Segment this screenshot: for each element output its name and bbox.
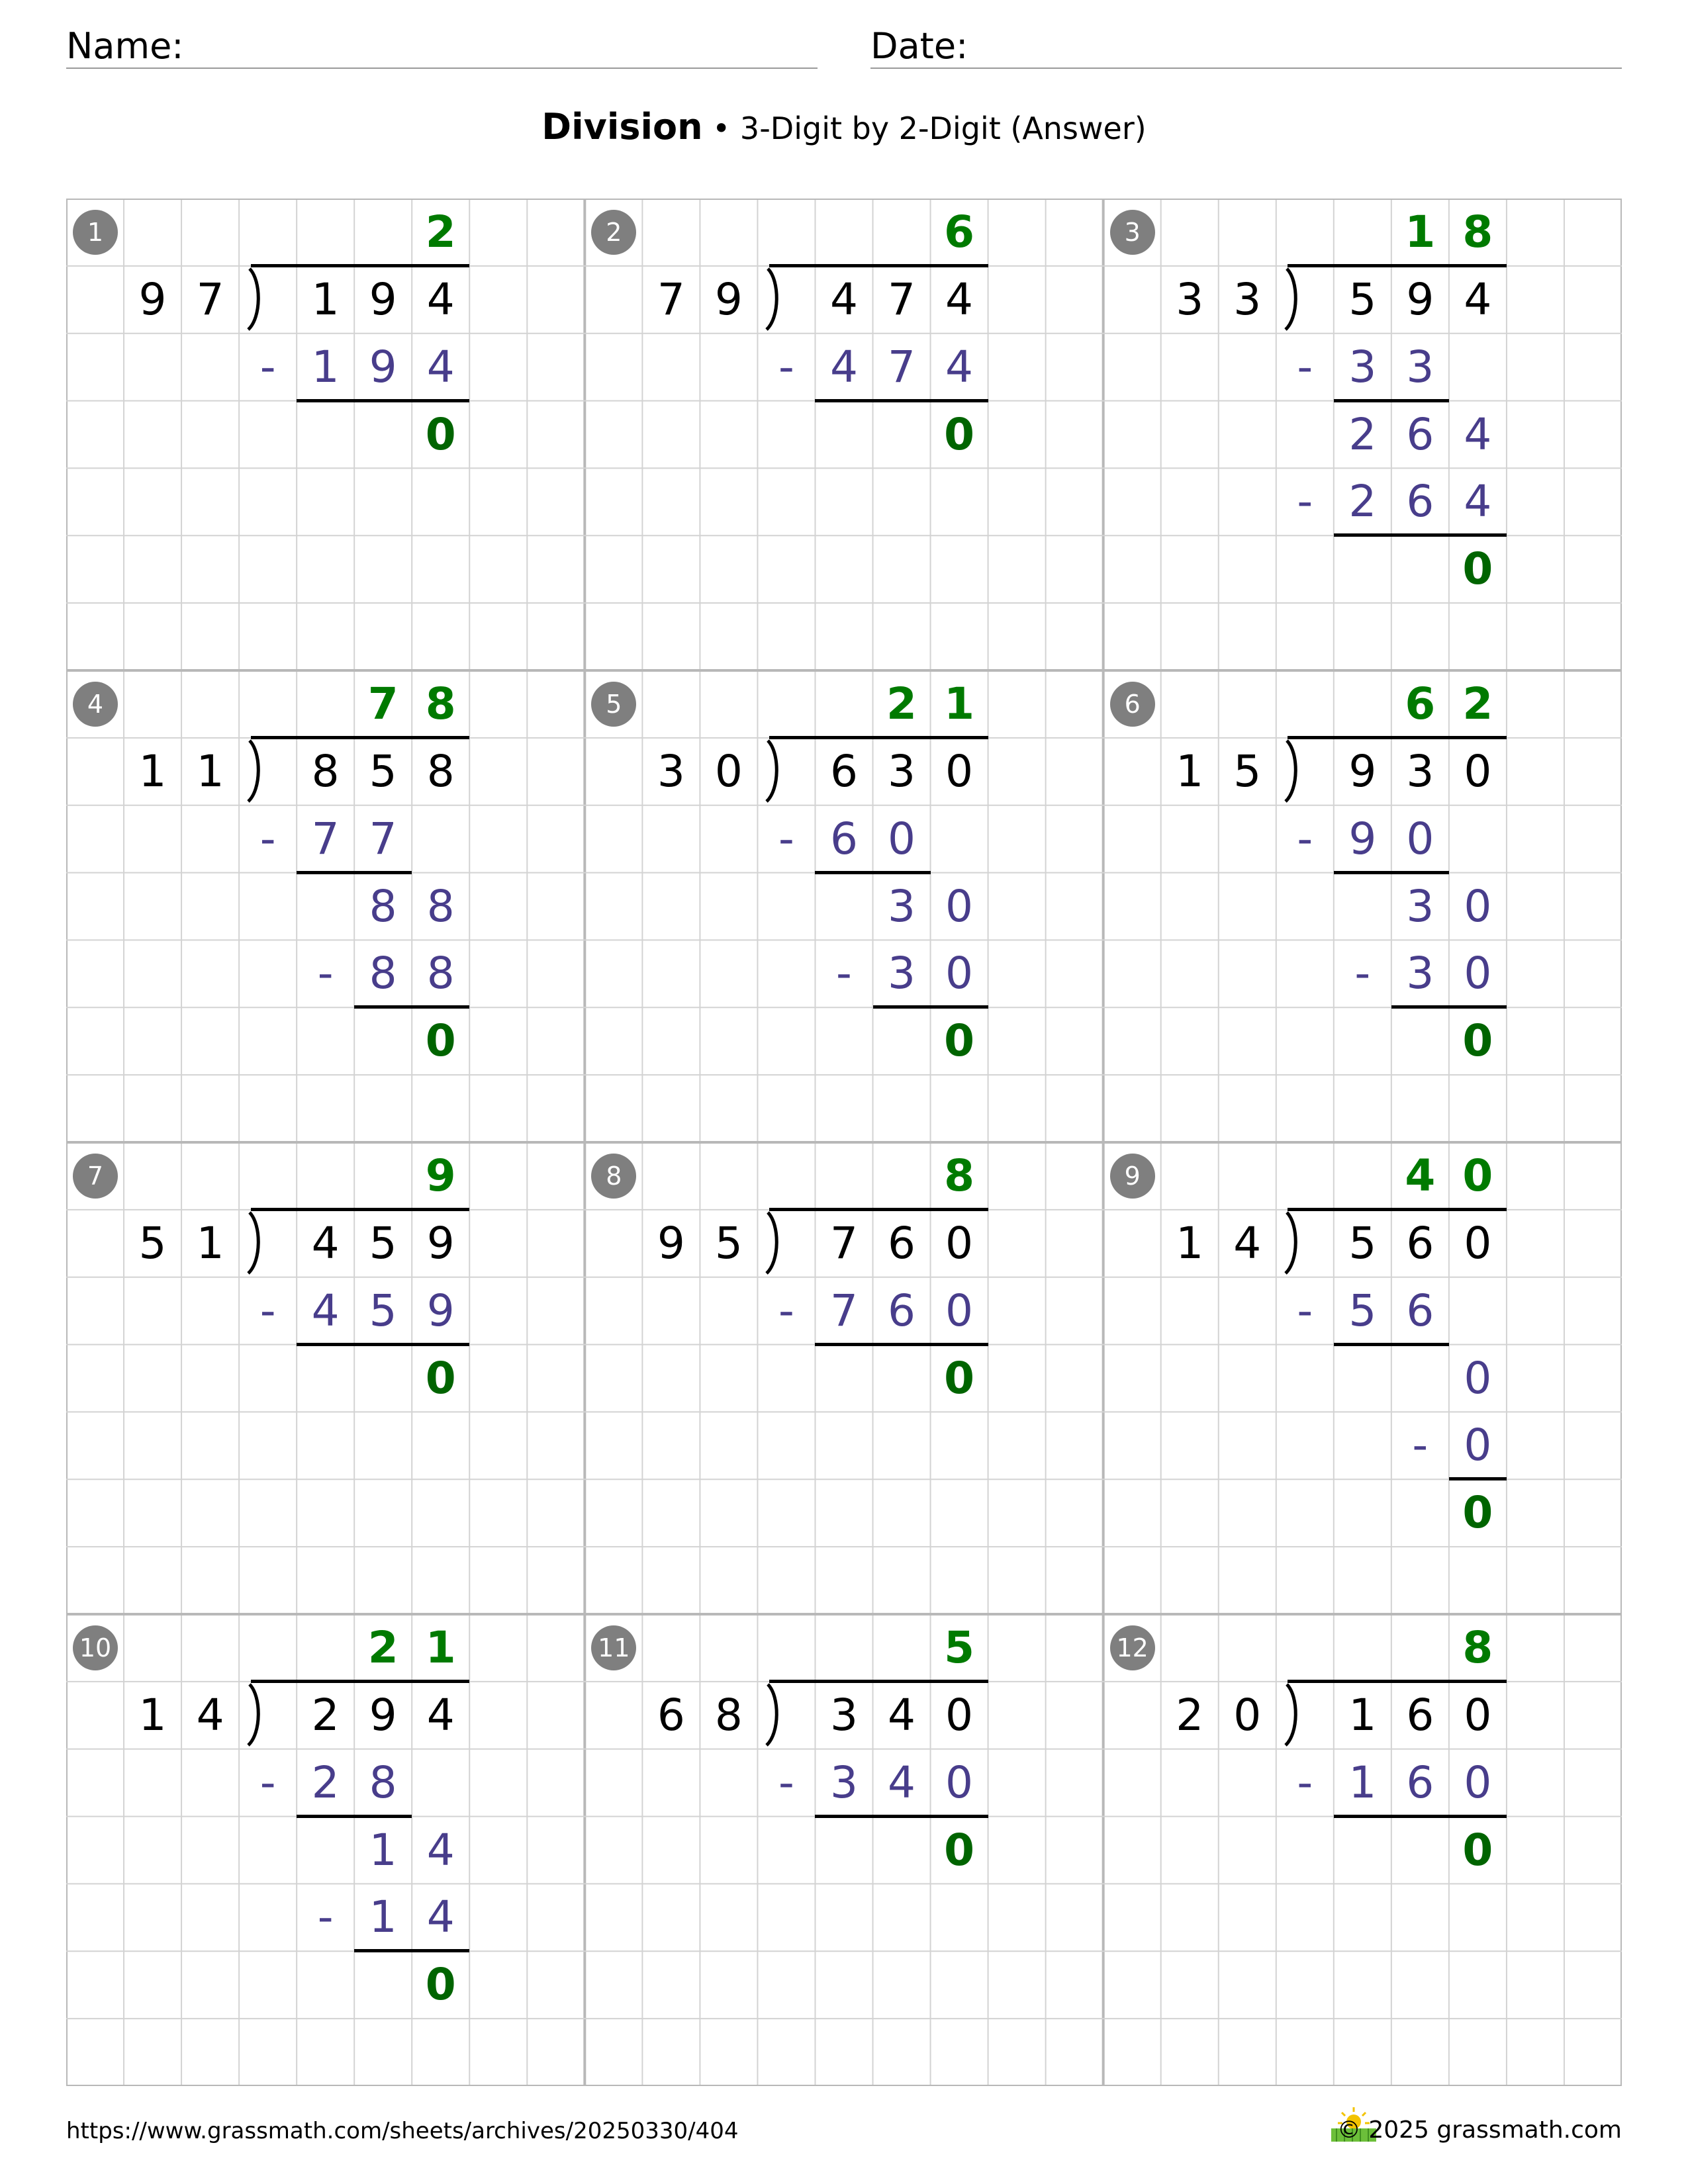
dividend-digit: 4	[888, 1689, 916, 1741]
subtract-digit: 3	[888, 948, 916, 999]
subtract-digit: 3	[829, 1756, 858, 1808]
partial-dividend-digit: 2	[1348, 408, 1377, 460]
remainder-digit: 0	[944, 1015, 975, 1067]
subtract-digit: 9	[426, 1285, 455, 1336]
subtract-digit: 0	[945, 948, 974, 999]
date-line	[870, 68, 1622, 69]
divisor-digit: 1	[196, 1217, 224, 1269]
subtract-digit: 0	[888, 813, 916, 864]
division-bracket-icon	[1279, 267, 1305, 331]
dividend-digit: 6	[1406, 1689, 1434, 1741]
divisor-digit: 9	[138, 273, 167, 325]
footer-url[interactable]: https://www.grassmath.com/sheets/archives/20250330/404	[66, 2118, 739, 2144]
problem-number-badge: 6	[1110, 682, 1155, 727]
subtract-digit: 0	[945, 1756, 974, 1808]
partial-dividend-digit: 0	[1464, 1352, 1492, 1404]
subtract-digit: 4	[426, 341, 455, 392]
subtract-digit: 2	[1348, 476, 1377, 527]
dividend-digit: 9	[369, 1689, 397, 1741]
problem-number-badge: 5	[591, 682, 636, 727]
dividend-digit: 5	[1348, 1217, 1377, 1269]
divisor-digit: 5	[1233, 745, 1262, 797]
problem-number-badge: 3	[1110, 210, 1155, 255]
dividend-digit: 7	[888, 273, 916, 325]
dividend-digit: 3	[1406, 745, 1434, 797]
partial-dividend-digit: 3	[888, 880, 916, 932]
partial-dividend-digit: 8	[426, 880, 455, 932]
problem-number-badge: 9	[1110, 1154, 1155, 1199]
division-line	[769, 264, 988, 267]
dividend-digit: 0	[1464, 745, 1492, 797]
partial-dividend-digit: 6	[1406, 408, 1434, 460]
subtract-digit: 5	[369, 1285, 397, 1336]
division-bracket-icon	[242, 739, 268, 803]
division-bracket-icon	[242, 1683, 268, 1747]
quotient-digit: 8	[1462, 1622, 1493, 1673]
subtract-digit: 1	[311, 341, 340, 392]
dividend-digit: 1	[1348, 1689, 1377, 1741]
divisor-digit: 7	[657, 273, 685, 325]
quotient-digit: 9	[425, 1150, 456, 1201]
division-line	[251, 1680, 470, 1683]
division-bracket-icon	[760, 1211, 786, 1275]
subtract-digit: 0	[1406, 813, 1434, 864]
subtract-digit: 6	[1406, 1285, 1434, 1336]
quotient-digit: 6	[1405, 678, 1436, 729]
remainder-digit: 0	[425, 1959, 456, 2011]
problem-number-badge: 2	[591, 210, 636, 255]
dividend-digit: 3	[888, 745, 916, 797]
dividend-digit: 0	[945, 1217, 974, 1269]
subtract-digit: 7	[888, 341, 916, 392]
subtract-digit: 6	[829, 813, 858, 864]
subtract-digit: 6	[888, 1285, 916, 1336]
division-bracket-icon	[1279, 1211, 1305, 1275]
divisor-digit: 4	[1233, 1217, 1262, 1269]
subtract-digit: 7	[829, 1285, 858, 1336]
quotient-digit: 2	[1462, 678, 1493, 729]
dividend-digit: 4	[426, 273, 455, 325]
dividend-digit: 0	[1464, 1689, 1492, 1741]
subtract-digit: 3	[1406, 948, 1434, 999]
minus-sign: -	[317, 948, 334, 999]
minus-sign: -	[778, 813, 794, 864]
divisor-digit: 5	[714, 1217, 743, 1269]
quotient-digit: 1	[944, 678, 975, 729]
quotient-digit: 8	[1462, 206, 1493, 257]
division-line	[251, 264, 470, 267]
subtract-digit: 7	[369, 813, 397, 864]
worksheet-grid	[66, 199, 1622, 2086]
partial-dividend-digit: 4	[1464, 408, 1492, 460]
division-line	[251, 736, 470, 739]
division-line	[251, 1208, 470, 1211]
subtract-digit: 4	[1464, 476, 1492, 527]
subtract-digit: 0	[945, 1285, 974, 1336]
subtract-digit: 4	[426, 1891, 455, 1943]
remainder-digit: 0	[1462, 1824, 1493, 1876]
subtract-digit: 1	[369, 1891, 397, 1943]
dividend-digit: 9	[426, 1217, 455, 1269]
partial-dividend-digit: 4	[426, 1824, 455, 1876]
divisor-digit: 7	[196, 273, 224, 325]
division-bracket-icon	[760, 1683, 786, 1747]
footer-copyright: © 2025 grassmath.com	[1336, 2116, 1622, 2144]
dividend-digit: 9	[1348, 745, 1377, 797]
partial-dividend-digit: 3	[1406, 880, 1434, 932]
minus-sign: -	[1297, 813, 1313, 864]
remainder-digit: 0	[1462, 1015, 1493, 1067]
division-line	[1334, 1343, 1449, 1346]
quotient-digit: 2	[425, 206, 456, 257]
minus-sign: -	[778, 1285, 794, 1336]
dividend-digit: 4	[311, 1217, 340, 1269]
quotient-digit: 8	[944, 1150, 975, 1201]
division-line	[769, 736, 988, 739]
divisor-digit: 3	[657, 745, 685, 797]
remainder-digit: 0	[1462, 543, 1493, 595]
quotient-digit: 2	[367, 1622, 399, 1673]
minus-sign: -	[836, 948, 852, 999]
subtract-digit: 0	[1464, 1756, 1492, 1808]
quotient-digit: 6	[944, 206, 975, 257]
minus-sign: -	[259, 1285, 276, 1336]
dividend-digit: 7	[829, 1217, 858, 1269]
minus-sign: -	[1297, 1285, 1313, 1336]
subtract-digit: 0	[1464, 948, 1492, 999]
dividend-digit: 4	[426, 1689, 455, 1741]
divisor-digit: 1	[1176, 745, 1204, 797]
problem-number-badge: 4	[73, 682, 118, 727]
problem-number-badge: 11	[591, 1625, 636, 1670]
quotient-digit: 8	[425, 678, 456, 729]
subtract-digit: 6	[1406, 476, 1434, 527]
partial-dividend-digit: 0	[945, 880, 974, 932]
division-line	[1288, 1208, 1507, 1211]
date-label: Date:	[870, 25, 968, 67]
problem-number-badge: 10	[73, 1625, 118, 1670]
minus-sign: -	[1354, 948, 1371, 999]
minus-sign: -	[1297, 1756, 1313, 1808]
quotient-digit: 7	[367, 678, 399, 729]
dividend-digit: 4	[945, 273, 974, 325]
divisor-digit: 3	[1176, 273, 1204, 325]
dividend-digit: 3	[829, 1689, 858, 1741]
problem-number-badge: 12	[1110, 1625, 1155, 1670]
dividend-digit: 8	[426, 745, 455, 797]
remainder-digit: 0	[944, 408, 975, 460]
remainder-digit: 0	[944, 1824, 975, 1876]
remainder-digit: 0	[425, 1352, 456, 1404]
dividend-digit: 4	[1464, 273, 1492, 325]
divisor-digit: 9	[657, 1217, 685, 1269]
dividend-digit: 0	[945, 1689, 974, 1741]
subtract-digit: 7	[311, 813, 340, 864]
title-sub: • 3-Digit by 2-Digit (Answer)	[702, 111, 1147, 146]
remainder-digit: 0	[944, 1352, 975, 1404]
divisor-digit: 0	[714, 745, 743, 797]
dividend-digit: 0	[945, 745, 974, 797]
subtract-digit: 2	[311, 1756, 340, 1808]
divisor-digit: 2	[1176, 1689, 1204, 1741]
subtract-digit: 4	[945, 341, 974, 392]
partial-dividend-digit: 0	[1464, 880, 1492, 932]
dividend-digit: 2	[311, 1689, 340, 1741]
remainder-digit: 0	[1462, 1487, 1493, 1539]
divisor-digit: 0	[1233, 1689, 1262, 1741]
subtract-digit: 4	[888, 1756, 916, 1808]
divisor-digit: 1	[138, 745, 167, 797]
dividend-digit: 6	[829, 745, 858, 797]
minus-sign: -	[259, 341, 276, 392]
division-bracket-icon	[760, 739, 786, 803]
divisor-digit: 1	[1176, 1217, 1204, 1269]
subtract-digit: 8	[426, 948, 455, 999]
divisor-digit: 3	[1233, 273, 1262, 325]
divisor-digit: 1	[138, 1689, 167, 1741]
dividend-digit: 0	[1464, 1217, 1492, 1269]
quotient-digit: 5	[944, 1622, 975, 1673]
division-line	[769, 1680, 988, 1683]
subtract-digit: 0	[1464, 1420, 1492, 1471]
subtract-digit: 1	[1348, 1756, 1377, 1808]
division-bracket-icon	[242, 267, 268, 331]
quotient-digit: 2	[886, 678, 917, 729]
division-line	[1288, 264, 1507, 267]
subtract-digit: 4	[311, 1285, 340, 1336]
division-bracket-icon	[1279, 739, 1305, 803]
dividend-digit: 5	[369, 1217, 397, 1269]
division-bracket-icon	[1279, 1683, 1305, 1747]
subtract-digit: 6	[1406, 1756, 1434, 1808]
minus-sign: -	[317, 1891, 334, 1943]
problem-number-badge: 7	[73, 1154, 118, 1199]
dividend-digit: 8	[311, 745, 340, 797]
remainder-digit: 0	[425, 1015, 456, 1067]
minus-sign: -	[1297, 341, 1313, 392]
dividend-digit: 1	[311, 273, 340, 325]
divisor-digit: 6	[657, 1689, 685, 1741]
name-label: Name:	[66, 25, 184, 67]
dividend-digit: 9	[369, 273, 397, 325]
dividend-digit: 9	[1406, 273, 1434, 325]
minus-sign: -	[259, 1756, 276, 1808]
subtract-digit: 9	[369, 341, 397, 392]
dividend-digit: 5	[1348, 273, 1377, 325]
divisor-digit: 9	[714, 273, 743, 325]
page-title	[0, 106, 1688, 148]
dividend-digit: 5	[369, 745, 397, 797]
minus-sign: -	[259, 813, 276, 864]
quotient-digit: 1	[1405, 206, 1436, 257]
division-line	[1288, 736, 1507, 739]
divisor-digit: 5	[138, 1217, 167, 1269]
partial-dividend-digit: 8	[369, 880, 397, 932]
division-bracket-icon	[242, 1211, 268, 1275]
subtract-digit: 9	[1348, 813, 1377, 864]
quotient-digit: 4	[1405, 1150, 1436, 1201]
title-main: Division	[541, 106, 703, 148]
subtract-digit: 8	[369, 1756, 397, 1808]
dividend-digit: 6	[1406, 1217, 1434, 1269]
partial-dividend-digit: 1	[369, 1824, 397, 1876]
problem-number-badge: 8	[591, 1154, 636, 1199]
quotient-digit: 0	[1462, 1150, 1493, 1201]
subtract-digit: 3	[1406, 341, 1434, 392]
minus-sign: -	[1297, 476, 1313, 527]
divisor-digit: 4	[196, 1689, 224, 1741]
divisor-digit: 8	[714, 1689, 743, 1741]
problem-number-badge: 1	[73, 210, 118, 255]
division-bracket-icon	[760, 267, 786, 331]
subtract-digit: 5	[1348, 1285, 1377, 1336]
name-line	[66, 68, 818, 69]
subtract-digit: 8	[369, 948, 397, 999]
minus-sign: -	[778, 1756, 794, 1808]
dividend-digit: 4	[829, 273, 858, 325]
minus-sign: -	[1412, 1420, 1429, 1471]
minus-sign: -	[778, 341, 794, 392]
dividend-digit: 6	[888, 1217, 916, 1269]
division-line	[1288, 1680, 1507, 1683]
quotient-digit: 1	[425, 1622, 456, 1673]
subtract-digit: 4	[829, 341, 858, 392]
remainder-digit: 0	[425, 408, 456, 460]
divisor-digit: 1	[196, 745, 224, 797]
subtract-digit: 3	[1348, 341, 1377, 392]
division-line	[769, 1208, 988, 1211]
